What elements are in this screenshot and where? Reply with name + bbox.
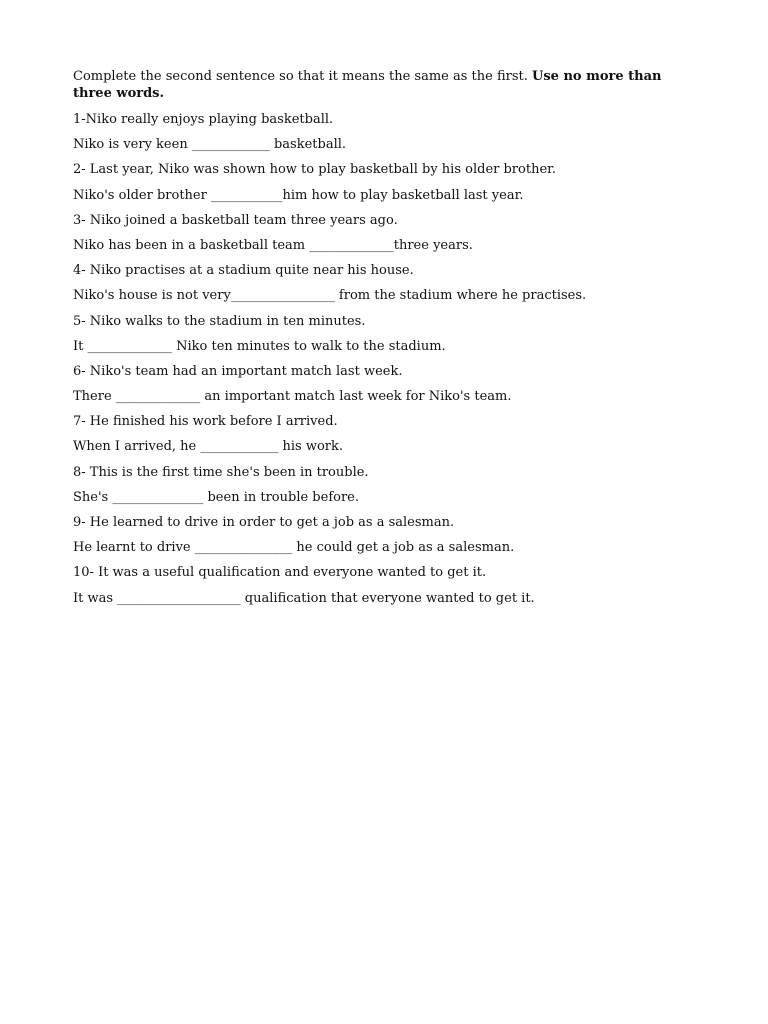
exercise-item-10 [73,565,693,615]
exercise-item-2 [73,162,693,212]
exercise-item-8 [73,465,693,515]
instructions [73,68,693,102]
original-sentence: 6- Niko's team had an important match last week. [73,363,403,379]
original-sentence: 9- He learned to drive in order to get a job as a salesman. [73,515,455,530]
worksheet-page [73,68,693,616]
original-sentence: 2- Last year, Niko was shown how to play basketball by his older brother. [73,162,557,178]
exercise-item-7 [73,414,693,464]
rewrite-sentence: Niko's house is not very________________ from the stadium where he practises. [73,288,587,304]
exercise-item-4 [73,263,693,313]
rewrite-sentence: She's ______________ been in trouble before. [73,489,359,505]
exercise-item-3 [73,213,693,263]
original-sentence: 3- Niko joined a basketball team three years ago. [73,212,398,228]
original-sentence: 8- This is the first time she's been in trouble. [73,464,369,480]
exercise-item-6 [73,364,693,414]
rewrite-sentence: There _____________ an important match last week for Niko's team. [73,389,512,405]
original-sentence: 1-Niko really enjoys playing basketball. [73,112,334,127]
rewrite-sentence: He learnt to drive _______________ he could get a job as a salesman. [73,540,515,556]
instructions-emphasis: Use no more than three words. [73,69,662,101]
exercise-item-1 [73,112,693,162]
rewrite-sentence: Niko's older brother ___________him how to play basketball last year. [73,187,524,203]
original-sentence: 5- Niko walks to the stadium in ten minutes. [73,313,366,329]
rewrite-sentence: When I arrived, he ____________ his work. [73,439,344,455]
original-sentence: 4- Niko practises at a stadium quite near his house. [73,263,414,279]
rewrite-sentence: Niko has been in a basketball team _____________three years. [73,237,473,253]
rewrite-sentence: It was ___________________ qualification that everyone wanted to get it. [73,590,535,606]
exercise-item-9 [73,515,693,565]
rewrite-sentence: It _____________ Niko ten minutes to walk to the stadium. [73,338,446,354]
rewrite-sentence: Niko is very keen ____________ basketball. [73,137,347,153]
instructions-text: Complete the second sentence so that it means the same as the first. [73,69,532,84]
original-sentence: 7- He finished his work before I arrived. [73,414,338,430]
original-sentence: 10- It was a useful qualification and everyone wanted to get it. [73,565,487,581]
exercise-item-5 [73,314,693,364]
